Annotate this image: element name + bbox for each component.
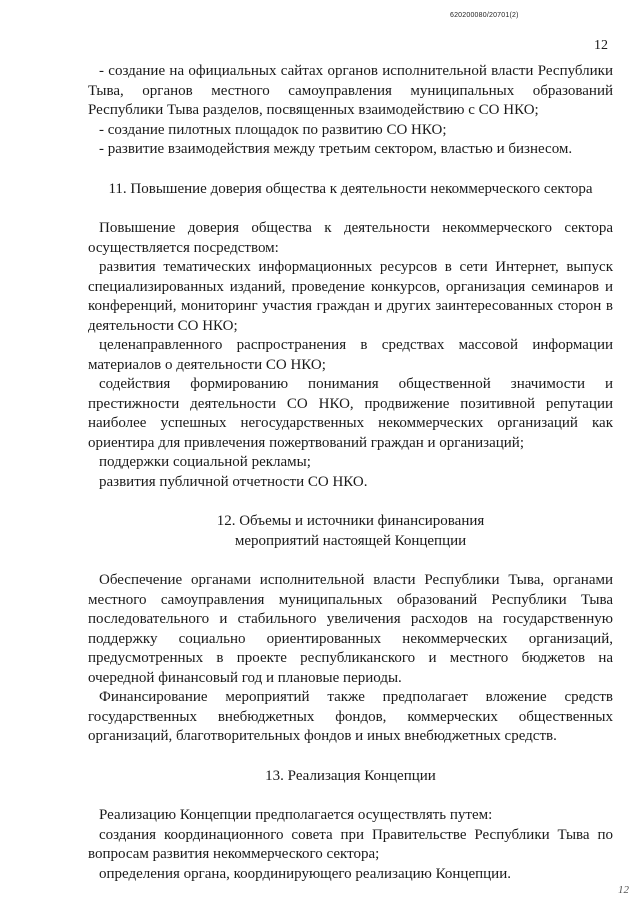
list-item: - развитие взаимодействия между третьим сектором, властью и бизнесом.: [99, 141, 573, 157]
section-13-title: 13. Реализация Концепции: [265, 767, 436, 784]
list-item: создания координационного совета при Правительстве Республики Тыва по вопросам развития некоммерческого сектора;: [88, 826, 613, 862]
section-12-title-line1: 12. Объемы и источники финансирования: [216, 513, 485, 529]
section-12-title-line2: мероприятий настоящей Концепции: [234, 532, 467, 549]
page-number: 12: [594, 38, 608, 53]
page-content: [88, 62, 613, 884]
list-item: - создание пилотных площадок по развитию СО НКО;: [99, 121, 447, 138]
document-id: 620200080/20701(2): [450, 12, 519, 19]
list-item: поддержки социальной рекламы;: [99, 454, 311, 470]
section-11-title: 11. Повышение доверия общества к деятельности некоммерческого сектора: [108, 180, 593, 197]
section-12-paragraph: Финансирование мероприятий также предполагает вложение средств государственных внебюджетных фондов, коммерческих общественных организаций, благотворительных фондов и иных внебюджетных средств.: [88, 689, 613, 744]
list-item: - создание на официальных сайтах органов исполнительной власти Республики Тыва, органов местного самоуправления муниципальных образований Республики Тыва разделов, посвященных взаимодействию с СО НКО;: [88, 63, 613, 118]
section-13-lead: Реализацию Концепции предполагается осуществлять путем:: [99, 807, 493, 823]
section-12-paragraph: Обеспечение органами исполнительной власти Республики Тыва, органами местного самоуправления муниципальных образований Республики Тыва последовательного и стабильного увеличения расходов на государственную поддержку социально ориентированных некоммерческих организаций, предусмотренных в проекте республиканского и местного бюджетов на очередной финансовый год и плановые периоды.: [88, 572, 613, 686]
list-item: развития тематических информационных ресурсов в сети Интернет, выпуск специализированных изданий, проведение конкурсов, организация семинаров и конференций, мониторинг участия граждан и других заинтересованных сторон в деятельности СО НКО;: [88, 259, 613, 334]
section-11-lead: Повышение доверия общества к деятельности некоммерческого сектора осуществляется посредством:: [88, 220, 613, 256]
list-item: содействия формированию понимания общественной значимости и престижности деятельности СО НКО, продвижение позитивной репутации наиболее успешных негосударственных некоммерческих организаций как ориентира для привлечения пожертвований граждан и организаций;: [88, 376, 613, 451]
corner-page-mark: 12: [618, 884, 629, 896]
list-item: целенаправленного распространения в средствах массовой информации материалов о деятельности СО НКО;: [88, 337, 613, 373]
list-item: развития публичной отчетности СО НКО.: [99, 473, 368, 490]
list-item: определения органа, координирующего реализацию Концепции.: [99, 865, 511, 882]
